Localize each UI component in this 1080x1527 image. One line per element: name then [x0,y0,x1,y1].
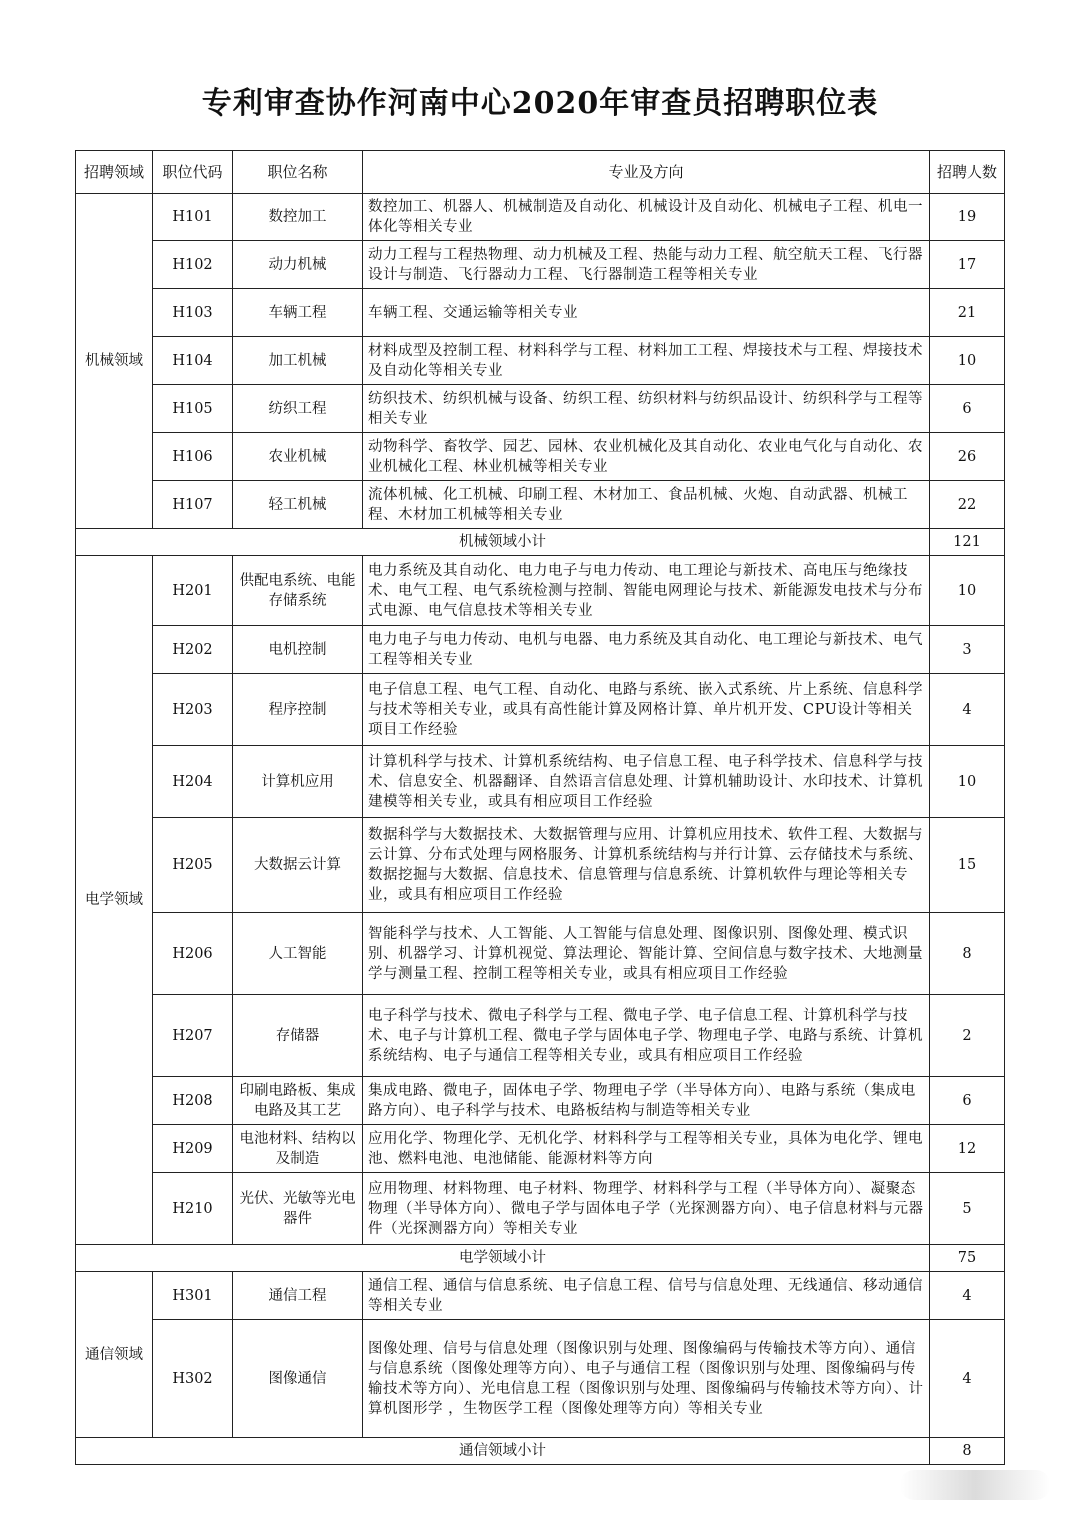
area-cell: 电学领域 [76,556,153,1245]
position-name: 人工智能 [233,913,363,995]
major-direction: 动力工程与工程热物理、动力机械及工程、热能与动力工程、航空航天工程、飞行器设计与制造、飞行器动力工程、飞行器制造工程等相关专业 [363,241,930,289]
position-code: H210 [153,1173,233,1245]
position-name: 轻工机械 [233,481,363,529]
position-code: H105 [153,385,233,433]
hire-count: 4 [930,674,1005,746]
recruitment-table [75,150,1005,1465]
major-direction: 车辆工程、交通运输等相关专业 [363,289,930,337]
position-code: H205 [153,818,233,913]
major-direction: 流体机械、化工机械、印刷工程、木材加工、食品机械、火炮、自动武器、机械工程、木材加工机械等相关专业 [363,481,930,529]
table-row [76,626,1005,674]
hire-count: 15 [930,818,1005,913]
position-code: H302 [153,1320,233,1438]
header-count: 招聘人数 [930,151,1005,194]
table-row [76,995,1005,1077]
major-direction: 纺织技术、纺织机械与设备、纺织工程、纺织材料与纺织品设计、纺织科学与工程等相关专业 [363,385,930,433]
area-cell: 机械领域 [76,194,153,529]
hire-count: 26 [930,433,1005,481]
hire-count: 2 [930,995,1005,1077]
position-name: 供配电系统、电能存储系统 [233,556,363,626]
position-name: 农业机械 [233,433,363,481]
document-title: 专利审查协作河南中心2020年审查员招聘职位表 [201,86,879,121]
table-row [76,433,1005,481]
hire-count: 10 [930,337,1005,385]
major-direction: 材料成型及控制工程、材料科学与工程、材料加工工程、焊接技术与工程、焊接技术及自动化等相关专业 [363,337,930,385]
table-row [76,385,1005,433]
table-row [76,194,1005,241]
subtotal-count: 121 [930,529,1005,556]
position-code: H201 [153,556,233,626]
table-row [76,556,1005,626]
position-name: 通信工程 [233,1272,363,1320]
hire-count: 6 [930,385,1005,433]
hire-count: 12 [930,1125,1005,1173]
hire-count: 8 [930,913,1005,995]
position-name: 印刷电路板、集成电路及其工艺 [233,1077,363,1125]
position-name: 程序控制 [233,674,363,746]
table-row [76,1077,1005,1125]
position-name: 计算机应用 [233,746,363,818]
header-major: 专业及方向 [363,151,930,194]
subtotal-count: 8 [930,1438,1005,1465]
position-name: 数控加工 [233,194,363,241]
major-direction: 电子科学与技术、微电子科学与工程、微电子学、电子信息工程、计算机科学与技术、电子与计算机工程、微电子学与固体电子学、物理电子学、电路与系统、计算机系统结构、电子与通信工程等相关专业，或具有相应项目工作经验 [363,995,930,1077]
major-direction: 电力系统及其自动化、电力电子与电力传动、电工理论与新技术、高电压与绝缘技术、电气工程、电气系统检测与控制、智能电网理论与技术、新能源发电技术与分布式电源、电气信息技术等相关专业 [363,556,930,626]
position-code: H208 [153,1077,233,1125]
major-direction: 数控加工、机器人、机械制造及自动化、机械设计及自动化、机械电子工程、机电一体化等相关专业 [363,194,930,241]
hire-count: 5 [930,1173,1005,1245]
header-code: 职位代码 [153,151,233,194]
position-code: H107 [153,481,233,529]
major-direction: 智能科学与技术、人工智能、人工智能与信息处理、图像识别、图像处理、模式识别、机器学习、计算机视觉、算法理论、智能计算、空间信息与数字技术、大地测量学与测量工程、控制工程等相关专业，或具有相应项目工作经验 [363,913,930,995]
hire-count: 6 [930,1077,1005,1125]
position-code: H106 [153,433,233,481]
subtotal-row [76,1245,1005,1272]
table-row [76,1320,1005,1438]
major-direction: 电子信息工程、电气工程、自动化、电路与系统、嵌入式系统、片上系统、信息科学与技术等相关专业，或具有高性能计算及网格计算、单片机开发、CPU设计等相关项目工作经验 [363,674,930,746]
hire-count: 3 [930,626,1005,674]
hire-count: 17 [930,241,1005,289]
table-row [76,481,1005,529]
position-name: 纺织工程 [233,385,363,433]
subtotal-label: 电学领域小计 [76,1245,930,1272]
table-header-row [76,151,1005,194]
position-code: H203 [153,674,233,746]
major-direction: 应用物理、材料物理、电子材料、物理学、材料科学与工程（半导体方向）、凝聚态物理（半导体方向）、微电子学与固体电子学（光探测器方向）、电子信息材料与元器件（光探测器方向）等相关专业 [363,1173,930,1245]
position-code: H207 [153,995,233,1077]
subtotal-label: 通信领域小计 [76,1438,930,1465]
table-row [76,241,1005,289]
major-direction: 动物科学、畜牧学、园艺、园林、农业机械化及其自动化、农业电气化与自动化、农业机械化工程、林业机械等相关专业 [363,433,930,481]
position-code: H102 [153,241,233,289]
position-name: 图像通信 [233,1320,363,1438]
table-body [76,194,1005,1465]
table-row [76,818,1005,913]
header-area: 招聘领域 [76,151,153,194]
position-name: 光伏、光敏等光电器件 [233,1173,363,1245]
major-direction: 应用化学、物理化学、无机化学、材料科学与工程等相关专业，具体为电化学、锂电池、燃料电池、电池储能、能源材料等方向 [363,1125,930,1173]
position-code: H206 [153,913,233,995]
hire-count: 10 [930,556,1005,626]
major-direction: 通信工程、通信与信息系统、电子信息工程、信号与信息处理、无线通信、移动通信等相关专业 [363,1272,930,1320]
table-row [76,337,1005,385]
hire-count: 19 [930,194,1005,241]
table-row [76,289,1005,337]
position-code: H209 [153,1125,233,1173]
position-code: H104 [153,337,233,385]
major-direction: 电力电子与电力传动、电机与电器、电力系统及其自动化、电工理论与新技术、电气工程等相关专业 [363,626,930,674]
position-name: 存储器 [233,995,363,1077]
header-name: 职位名称 [233,151,363,194]
major-direction: 数据科学与大数据技术、大数据管理与应用、计算机应用技术、软件工程、大数据与云计算、分布式处理与网格服务、计算机系统结构与并行计算、云存储技术与系统、数据挖掘与大数据、信息技术、信息管理与信息系统、计算机软件与理论等相关专业，或具有相应项目工作经验 [363,818,930,913]
subtotal-label: 机械领域小计 [76,529,930,556]
major-direction: 图像处理、信号与信息处理（图像识别与处理、图像编码与传输技术等方向）、通信与信息系统（图像处理等方向）、电子与通信工程（图像识别与处理、图像编码与传输技术等方向）、光电信息工程（图像识别与处理、图像编码与传输技术等方向）、计算机图形学 ，生物医学工程（图像处理等方向）等相关专业 [363,1320,930,1438]
position-name: 动力机械 [233,241,363,289]
table-row [76,1173,1005,1245]
table-row [76,913,1005,995]
area-cell: 通信领域 [76,1272,153,1438]
position-code: H202 [153,626,233,674]
position-code: H204 [153,746,233,818]
table-row [76,1272,1005,1320]
position-code: H301 [153,1272,233,1320]
position-name: 电池材料、结构以及制造 [233,1125,363,1173]
table-row [76,746,1005,818]
hire-count: 10 [930,746,1005,818]
table-row [76,1125,1005,1173]
position-name: 车辆工程 [233,289,363,337]
major-direction: 计算机科学与技术、计算机系统结构、电子信息工程、电子科学技术、信息科学与技术、信息安全、机器翻译、自然语言信息处理、计算机辅助设计、水印技术、计算机建模等相关专业，或具有相应项目工作经验 [363,746,930,818]
position-name: 加工机械 [233,337,363,385]
watermark-blur [900,1470,1050,1500]
hire-count: 22 [930,481,1005,529]
position-name: 电机控制 [233,626,363,674]
major-direction: 集成电路、微电子，固体电子学、物理电子学（半导体方向）、电路与系统（集成电路方向）、电子科学与技术、电路板结构与制造等相关专业 [363,1077,930,1125]
position-name: 大数据云计算 [233,818,363,913]
position-code: H103 [153,289,233,337]
subtotal-row [76,529,1005,556]
subtotal-row [76,1438,1005,1465]
table-row [76,674,1005,746]
subtotal-count: 75 [930,1245,1005,1272]
hire-count: 4 [930,1272,1005,1320]
hire-count: 21 [930,289,1005,337]
position-code: H101 [153,194,233,241]
hire-count: 4 [930,1320,1005,1438]
